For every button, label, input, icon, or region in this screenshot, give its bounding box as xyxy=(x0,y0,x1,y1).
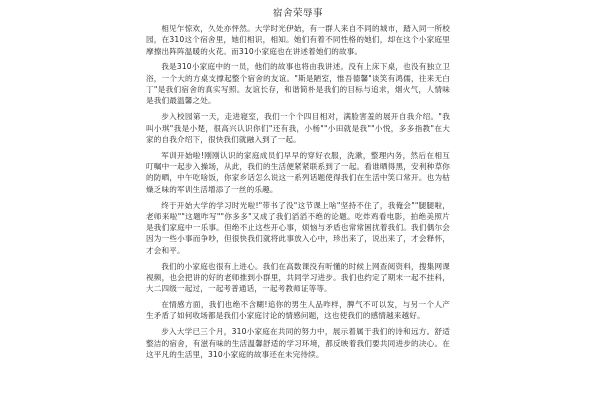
paragraph-military-training: 军训开始啦!刚刚认识的家庭成员们早早的穿好衣服，洗漱，整理内务，然后在相互叮嘱中一起步入操场，从此，我们的生活便紧紧联系到了一起。看谁晒得黑，安利种草你的防晒，中午吃啥饭，你家乡话怎么说这一系列话题使得我们在生活中笑口常开。也为枯燥乏味的军训生活增添了一丝的乐趣。 xyxy=(146,150,450,194)
paragraph-dorm-description: 我是310小家庭中的一员，他们的故事也将由我讲述。没有上床下桌，也没有独立卫浴，一个大的方桌支撑起整个宿舍的友谊。"斯是陋室，惟吾德馨"谈笑有鸿儒，往来无白丁"是我们宿舍的真实写照。友谊长存，和谐简朴是我们的目标与追求，烟火气，人情味是我们最温馨之处。 xyxy=(146,62,450,106)
paragraph-conclusion: 步入大学已三个月，310小家庭在共同的努力中，展示着属于我们的诗和远方。舒适整洁的宿舍，有滋有味的生活温馨舒适的学习环境，都反映着我们要共同进步的决心。在这平凡的生活里，310小家庭的故事还在未完待续。 xyxy=(146,327,450,359)
paragraph-emotions: 在情感方面，我们也绝不含糊!追你的男生人品咋样，脾气不可以发，与另一个人产生矛盾了如何收场都是我们小家庭讨论的情感问题，这也使我们的感情越来越好。 xyxy=(146,300,450,321)
document-title: 宿舍荣辱事 xyxy=(272,8,323,19)
paragraph-study-life: 终于开始大学的学习时光啦!"带书了没"这节课上啥"坚持不住了，我俺会""腿腿啦，老师来啦""这题咋写""你多多"又成了我们滔滔不绝的论题。吃炸鸡看电影，拍绝美照片是我们家庭中一乐事。但绝不止这些开心事，烦恼与矛盾也常常困扰着我们。我们偶尔会因为一些小事而争吵，但很快我们就将此事放入心中，珍出来了，说出来了，才会释怀，才会和平。 xyxy=(146,200,450,255)
paragraph-progress: 我们的小家庭也很有上进心。我们在高数课没有听懂的时候上网查阅资料，搜集网课视频，也会把讲的好的老师推到小群里，共同学习进步。我们也约定了期末一起不挂科，大二四级一起过，一起考普通话，一起考教师证等等。 xyxy=(146,261,450,294)
paragraph-intro: 相见乍惊欢，久处亦怦然。大学时光伊始，有一群人来自不同的城市，踏入同一所校园，在310这个宿舍里，她们相识，相知。她们有着不同性格的她们，却在这个小家庭里摩擦出阵阵温暖的火花。而310小家庭也在讲述着她们的故事。 xyxy=(146,24,450,56)
paragraph-first-day: 步入校园第一天，走进寝室，我们一个个四目相对，满脸害羞的展开自我介绍。"我叫小琪"我是小楚，很高兴认识你们"还有我，小杨""小田就是我""小悦，多多指教"在大家的自我介绍下，很快我们就融入到了一起。 xyxy=(146,112,450,144)
